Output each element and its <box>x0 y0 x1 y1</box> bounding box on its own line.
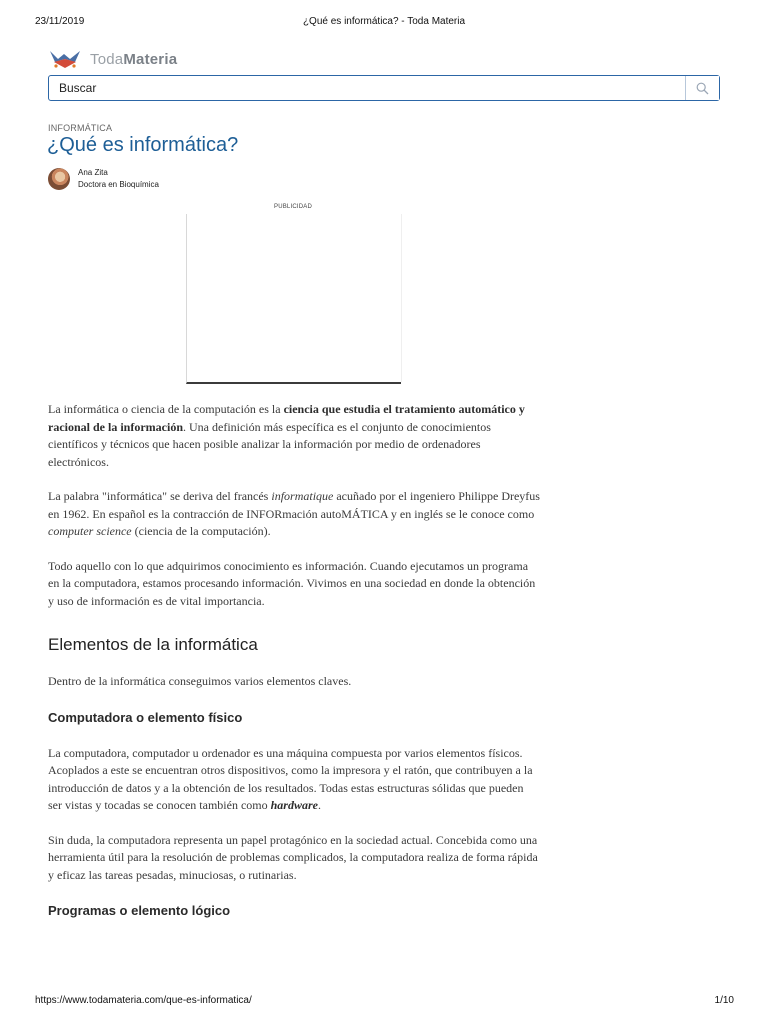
author-name[interactable]: Ana Zita <box>78 168 108 177</box>
subheading-computadora: Computadora o elemento físico <box>48 709 243 725</box>
paragraph-intro: La informática o ciencia de la computación es la ciencia que estudia el tratamiento automático y racional de la información. Una definición más específica es el conjunto de conocimientos científicos y técnicos que hacen posible analizar la información por medio de ordenadores electrónicos. <box>48 402 525 469</box>
search-icon <box>696 82 709 95</box>
ad-label: PUBLICIDAD <box>274 204 313 210</box>
subheading-programas: Programas o elemento lógico <box>48 903 231 918</box>
paragraph-elementos: Dentro de la informática conseguimos varios elementos claves. <box>48 674 352 688</box>
print-title: ¿Qué es informática? - Toda Materia <box>302 16 466 27</box>
print-page-count: 1/10 <box>714 995 734 1006</box>
search-bar <box>48 75 720 101</box>
print-footer <box>0 992 768 1012</box>
logo-word-toda: Toda <box>90 50 124 68</box>
page-title: ¿Qué es informática? <box>47 134 239 156</box>
search-input[interactable] <box>49 76 687 100</box>
logo-wordmark <box>90 51 177 68</box>
search-button[interactable] <box>685 76 719 100</box>
print-header <box>0 0 768 30</box>
article-body <box>48 401 540 920</box>
article-category-link[interactable]: INFORMÁTICA <box>48 123 113 133</box>
paragraph-computadora: La computadora, computador u ordenador es una máquina compuesta por varios elementos físicos. Acoplados a este se encuentran otros dispositivos, como la impresora y el ratón, que contribuyen a la introducción de datos y a la obtención de los resultados. Todas estas estructuras sólidas que pueden ser vistas y tocadas se conocen también como hardware. <box>48 745 533 812</box>
ad-slot[interactable] <box>186 214 401 384</box>
author-avatar <box>48 168 70 190</box>
author-block <box>48 167 159 191</box>
print-date: 23/11/2019 <box>35 16 85 27</box>
section-heading-elementos: Elementos de la informática <box>48 635 258 654</box>
paragraph-etymology: La palabra "informática" se deriva del francés informatique acuñado por el ingeniero Philippe Dreyfus en 1962. En español es la contracción de INFORmación autoMÁTICA y en inglés se le conoce como computer science (ciencia de la computación). <box>48 489 540 538</box>
paragraph-protagonico: Sin duda, la computadora representa un papel protagónico en la sociedad actual. Concebida como una herramienta útil para la resolución de problemas complicados, la computadora realiza de forma rápida y eficaz las tareas pesadas, minuciosas, o rutinarias. <box>48 832 538 882</box>
logo-mark-icon <box>48 47 82 71</box>
paragraph-information: Todo aquello con lo que adquirimos conocimiento es información. Cuando ejecutamos un programa en la computadora, estamos procesando información. Vivimos en una sociedad en donde la obtención y uso de información es de vital importancia. <box>48 558 536 608</box>
author-role: Doctora en Bioquímica <box>78 180 159 189</box>
site-logo[interactable] <box>48 45 177 73</box>
print-url: https://www.todamateria.com/que-es-informatica/ <box>35 995 252 1006</box>
logo-word-materia: Materia <box>123 50 178 68</box>
